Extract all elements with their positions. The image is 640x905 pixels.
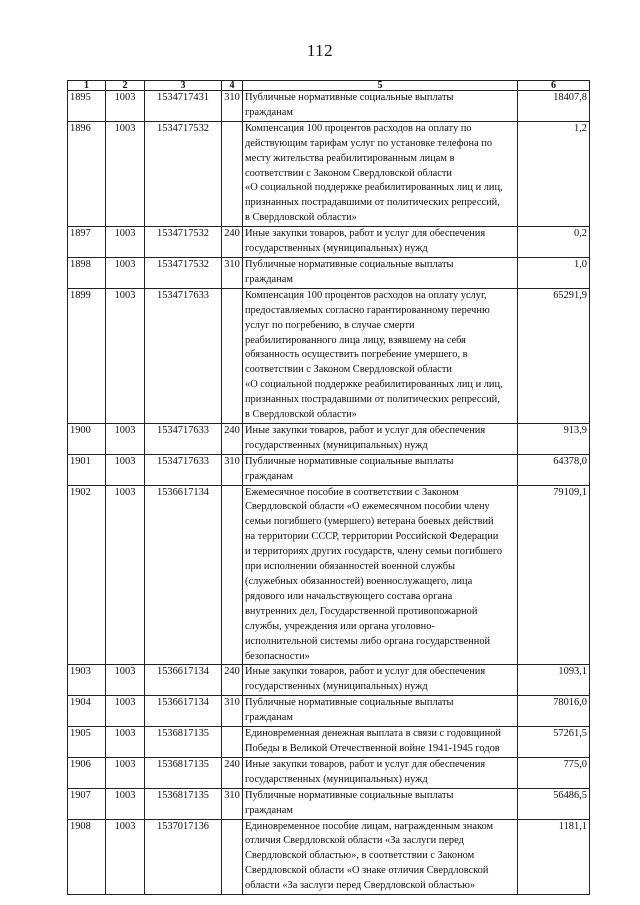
expense-type: 240 [222,227,243,258]
table-row [68,788,590,819]
row-number: 1906 [68,757,106,788]
amount: 56486,5 [518,788,590,819]
row-number: 1895 [68,91,106,122]
amount: 64378,0 [518,454,590,485]
table-row [68,819,590,895]
section-code: 1003 [106,788,145,819]
section-code: 1003 [106,121,145,226]
section-code: 1003 [106,727,145,758]
section-code: 1003 [106,665,145,696]
table-row [68,485,590,665]
item-description: Публичные нормативные социальные выплаты гражданам [243,91,518,122]
section-code: 1003 [106,696,145,727]
amount: 78016,0 [518,696,590,727]
expense-type: 240 [222,757,243,788]
target-code: 1536817135 [145,727,222,758]
item-description: Публичные нормативные социальные выплаты гражданам [243,788,518,819]
amount: 57261,5 [518,727,590,758]
target-code: 1536617134 [145,665,222,696]
column-header-3: 3 [145,81,222,91]
row-number: 1905 [68,727,106,758]
table-row [68,727,590,758]
target-code: 1534717532 [145,257,222,288]
column-header-1: 1 [68,81,106,91]
item-description: Ежемесячное пособие в соответствии с Законом Свердловской области «О ежемесячном пособии члену семьи погибшего (умершего) ветерана боевых действий на территории СССР, территории Российской Федерации и территориях других государств, члену семьи погибшего при исполнении обязанностей военной службы (служебных обязанностей) военнослужащего, лица рядового или начальствующего состава органа внутренних дел, Государственной противопожарной службы, учреждения или органа уголовно- исполнительной системы либо органа государственной безопасности» [243,485,518,665]
row-number: 1896 [68,121,106,226]
target-code: 1536817135 [145,757,222,788]
expense-type: 310 [222,788,243,819]
item-description: Иные закупки товаров, работ и услуг для обеспечения государственных (муниципальных) нужд [243,423,518,454]
column-header-5: 5 [243,81,518,91]
expense-type [222,485,243,665]
target-code: 1536617134 [145,485,222,665]
target-code: 1534717633 [145,288,222,423]
row-number: 1900 [68,423,106,454]
target-code: 1534717532 [145,227,222,258]
table-header [68,81,590,91]
column-header-6: 6 [518,81,590,91]
item-description: Компенсация 100 процентов расходов на оплату услуг, предоставляемых согласно гарантированному перечню услуг по погребению, в случае смерти реабилитированного лица лицу, взявшему на себя обязанность осуществить погребение умершего, в соответствии с Законом Свердловской области «О социальной поддержке реабилитированных лиц и лиц, признанных пострадавшими от политических репрессий, в Свердловской области» [243,288,518,423]
section-code: 1003 [106,454,145,485]
expense-type [222,727,243,758]
item-description: Единовременная денежная выплата в связи с годовщиной Победы в Великой Отечественной войне 1941-1945 годов [243,727,518,758]
column-header-2: 2 [106,81,145,91]
target-code: 1534717633 [145,454,222,485]
item-description: Единовременное пособие лицам, награжденным знаком отличия Свердловской области «За заслуги перед Свердловской областью», в соответствии с Законом Свердловской области «О знаке отличия Свердловской области «За заслуги перед Свердловской областью» [243,819,518,895]
amount: 913,9 [518,423,590,454]
expense-type: 310 [222,257,243,288]
table-row [68,91,590,122]
expense-type [222,121,243,226]
table-row [68,423,590,454]
item-description: Компенсация 100 процентов расходов на оплату по действующим тарифам услуг по установке телефона по месту жительства реабилитированным лицам в соответствии с Законом Свердловской области «О социальной поддержке реабилитированных лиц и лиц, признанных пострадавшими от политических репрессий, в Свердловской области» [243,121,518,226]
row-number: 1902 [68,485,106,665]
page-number: 112 [306,41,334,60]
table-row [68,665,590,696]
expense-type [222,819,243,895]
expense-type: 240 [222,665,243,696]
item-description: Публичные нормативные социальные выплаты гражданам [243,696,518,727]
row-number: 1904 [68,696,106,727]
expense-type [222,288,243,423]
expense-type: 240 [222,423,243,454]
section-code: 1003 [106,91,145,122]
table-row [68,227,590,258]
amount: 0,2 [518,227,590,258]
section-code: 1003 [106,757,145,788]
row-number: 1908 [68,819,106,895]
target-code: 1534717431 [145,91,222,122]
amount: 1181,1 [518,819,590,895]
amount: 65291,9 [518,288,590,423]
row-number: 1901 [68,454,106,485]
table-row [68,288,590,423]
item-description: Иные закупки товаров, работ и услуг для обеспечения государственных (муниципальных) нужд [243,665,518,696]
row-number: 1897 [68,227,106,258]
amount: 775,0 [518,757,590,788]
row-number: 1903 [68,665,106,696]
row-number: 1899 [68,288,106,423]
item-description: Иные закупки товаров, работ и услуг для обеспечения государственных (муниципальных) нужд [243,757,518,788]
header-row [68,81,590,91]
table-row [68,121,590,226]
table-row [68,257,590,288]
amount: 1,0 [518,257,590,288]
amount: 1,2 [518,121,590,226]
expense-type: 310 [222,696,243,727]
amount: 1093,1 [518,665,590,696]
table-body [68,91,590,895]
table-row [68,696,590,727]
item-description: Публичные нормативные социальные выплаты гражданам [243,257,518,288]
target-code: 1534717633 [145,423,222,454]
row-number: 1898 [68,257,106,288]
section-code: 1003 [106,257,145,288]
expense-type: 310 [222,454,243,485]
budget-table [67,80,590,895]
expense-type: 310 [222,91,243,122]
row-number: 1907 [68,788,106,819]
target-code: 1534717532 [145,121,222,226]
section-code: 1003 [106,485,145,665]
section-code: 1003 [106,227,145,258]
amount: 18407,8 [518,91,590,122]
item-description: Иные закупки товаров, работ и услуг для обеспечения государственных (муниципальных) нужд [243,227,518,258]
section-code: 1003 [106,288,145,423]
target-code: 1536617134 [145,696,222,727]
section-code: 1003 [106,819,145,895]
item-description: Публичные нормативные социальные выплаты гражданам [243,454,518,485]
amount: 79109,1 [518,485,590,665]
table-row [68,454,590,485]
target-code: 1536817135 [145,788,222,819]
target-code: 1537017136 [145,819,222,895]
column-header-4: 4 [222,81,243,91]
table-row [68,757,590,788]
section-code: 1003 [106,423,145,454]
